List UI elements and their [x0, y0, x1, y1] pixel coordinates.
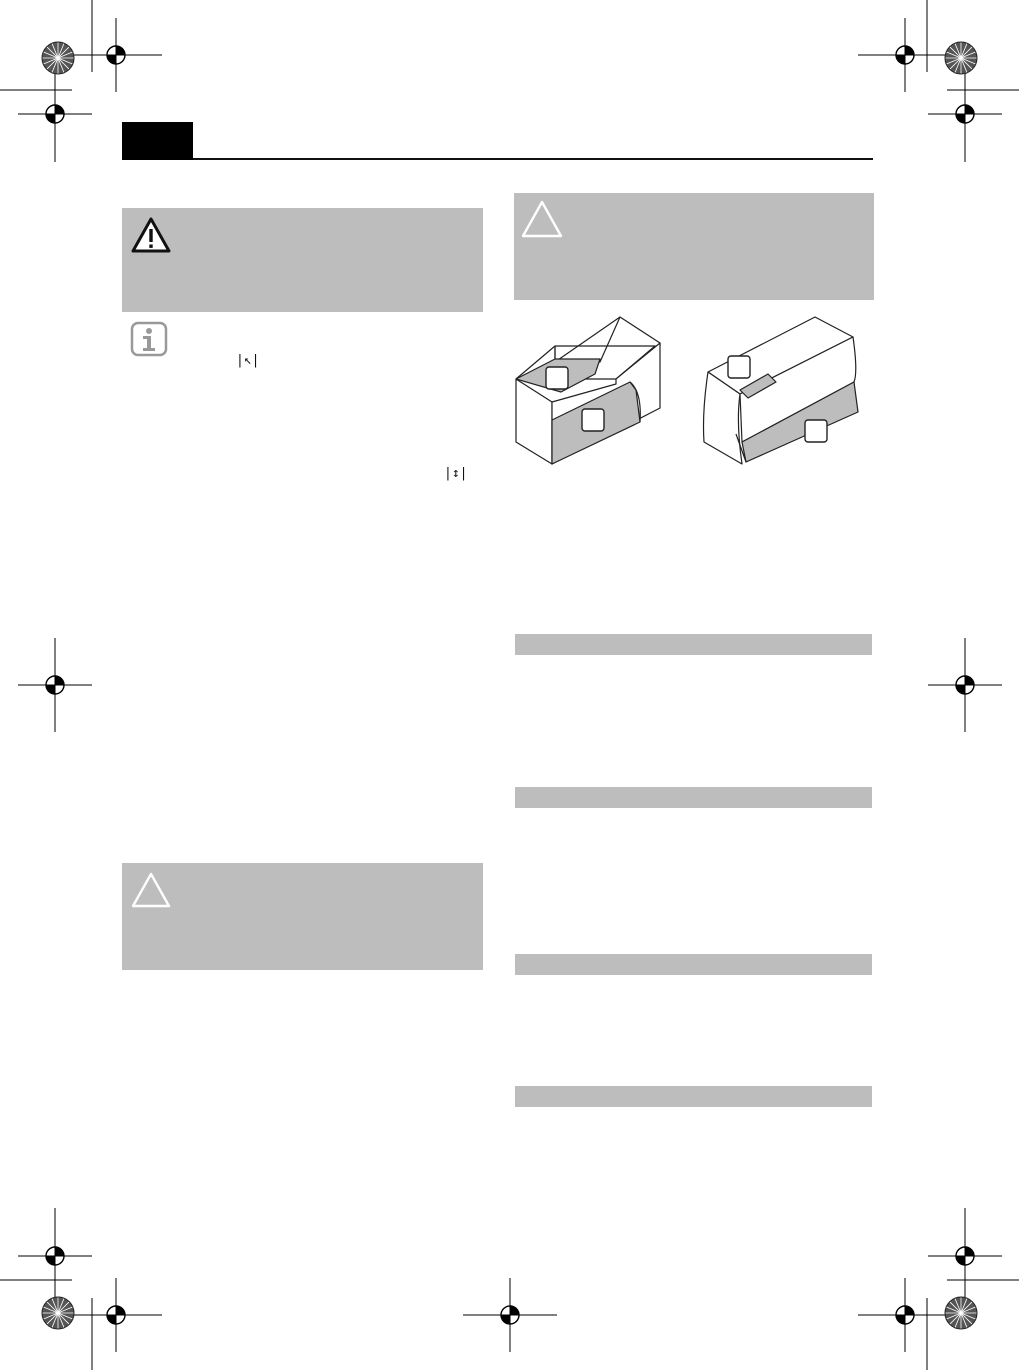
switch-symbol-2: |↕|	[444, 466, 468, 481]
warning-triangle-icon	[130, 216, 172, 254]
section-bar-4	[515, 1086, 872, 1107]
caution-triangle-icon	[130, 871, 172, 909]
switch-symbol-1: |↖|	[236, 353, 260, 368]
section-bar-1	[515, 634, 872, 655]
warning-box-left	[122, 208, 483, 312]
right-device	[704, 317, 859, 464]
left-device	[516, 317, 660, 464]
caution-triangle-icon	[520, 199, 564, 239]
device-illustration	[510, 312, 870, 472]
section-bar-3	[515, 954, 872, 975]
info-icon	[130, 321, 168, 357]
caution-box-left	[122, 863, 483, 970]
language-tab	[122, 122, 193, 160]
header-rule	[193, 158, 873, 160]
caution-box-right	[514, 193, 874, 300]
section-bar-2	[515, 787, 872, 808]
